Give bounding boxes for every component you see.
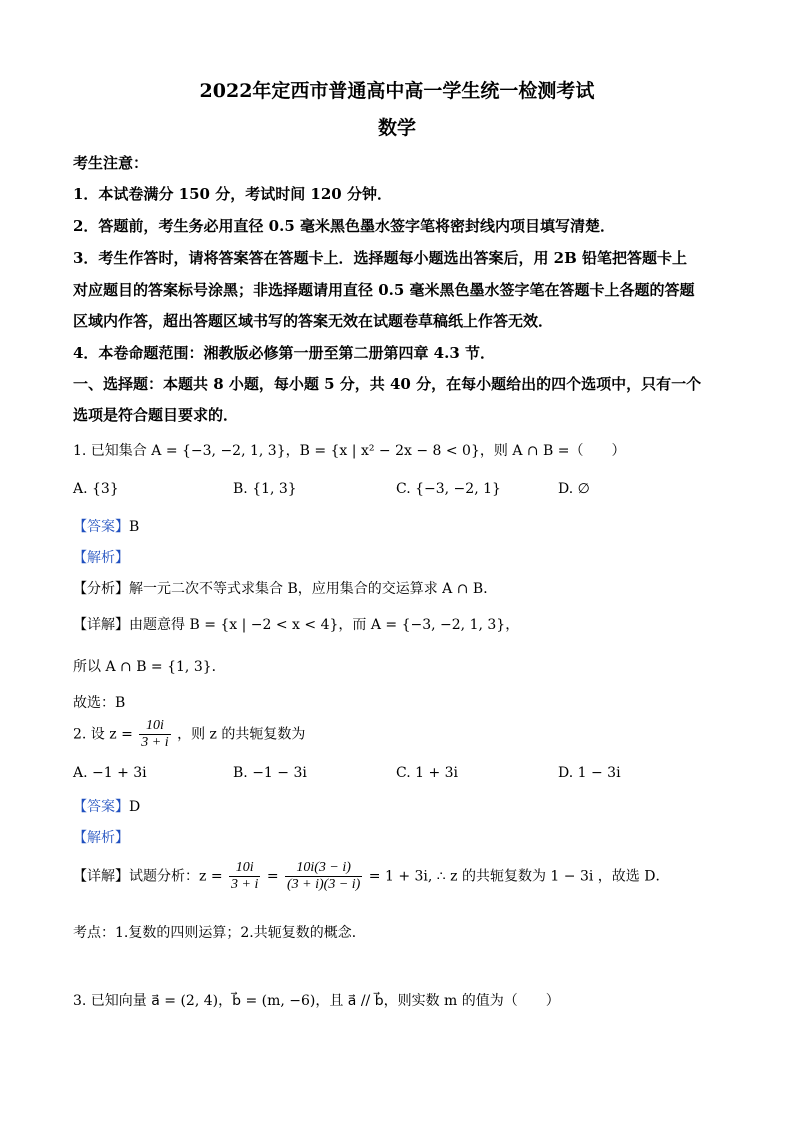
q2-fraction (139, 718, 170, 751)
q2-stem-pre: 2. 设 z = (73, 726, 133, 743)
fenxi-text: 解一元二次不等式求集合 B，应用集合的交运算求 A ∩ B． (129, 581, 498, 597)
answer-tag: 【答案】 (73, 799, 129, 815)
q2-option-b: B. −1 − 3i (233, 765, 307, 781)
fenxi-tag: 【分析】 (73, 581, 129, 597)
q2-option-c: C. 1 + 3i (396, 765, 459, 781)
frac-den: (3 + i)(3 − i) (287, 877, 361, 892)
answer-tag: 【答案】 (73, 519, 129, 535)
frac-num: 10i (229, 860, 260, 877)
detail-post: = 1 + 3i, ∴ z 的共轭复数为 1 − 3i ，故选 D． (368, 868, 670, 885)
q2-detail: 【详解】试题分析：z = $\frac{10i}{3 + i}$ = $\frac{10i(3 - i)}{(3 + i)(3 - i)}$ = 1 + 3i, ∴ z 的共轭复数为 1 − 3i ，故选 D． (73, 860, 670, 892)
notice-item: 3．考生作答时，请将答案答在答题卡上．选择题每小题选出答案后，用 2B 铅笔把答题卡上 (73, 249, 688, 267)
notice-heading: 考生注意： (73, 154, 149, 172)
frac-num: 10i(3 − i) (285, 860, 362, 877)
q2-option-d: D. 1 − 3i (558, 765, 621, 781)
subject-title: 数学 (377, 117, 416, 139)
q1-detail-2: 所以 A ∩ B = {1, 3}． (73, 659, 226, 675)
detail-text: 由题意得 B = {x | −2 < x < 4}，而 A = {−3, −2, 1, 3}， (129, 617, 520, 633)
detail-pre: 试题分析：z = (129, 868, 223, 885)
notice-item: 区域内作答，超出答题区域书写的答案无效在试题卷草稿纸上作答无效． (73, 312, 554, 330)
q1-option-d: D. ∅ (558, 481, 590, 497)
detail-tag: 【详解】 (73, 617, 129, 633)
q2-stem-post: ，则 z 的共轭复数为 (177, 726, 306, 743)
section-heading-cont: 选项是符合题目要求的． (73, 406, 239, 424)
q1-option-c: C. {−3, −2, 1} (396, 481, 501, 497)
q2-frac-den: 3 + i (141, 735, 169, 750)
q2-analysis-tag: 【解析】 (73, 830, 129, 846)
q1-detail (73, 614, 519, 634)
notice-item: 4．本卷命题范围：湘教版必修第一册至第二册第四章 4.3 节． (73, 344, 495, 362)
q1-option-b: B. {1, 3} (233, 481, 297, 497)
question-1-stem: 1. 已知集合 A = {−3, −2, 1, 3}，B = {x | x² − 2x − 8 < 0}，则 A ∩ B =（ ） (73, 443, 626, 459)
q2-detail-frac-2 (285, 860, 362, 893)
q1-analysis-tag: 【解析】 (73, 550, 129, 566)
q2-answer (73, 796, 140, 816)
q2-kaodian: 考点：1.复数的四则运算；2.共轭复数的概念． (73, 925, 366, 941)
answer-value: B (129, 519, 140, 535)
notice-item: 2．答题前，考生务必用直径 0.5 毫米黑色墨水签字笔将密封线内项目填写清楚． (73, 217, 615, 235)
q1-answer (73, 516, 139, 536)
detail-tag: 【详解】 (73, 868, 129, 885)
exam-title: 2022年定西市普通高中高一学生统一检测考试 (199, 80, 595, 102)
section-heading: 一、选择题：本题共 8 小题，每小题 5 分，共 40 分，在每小题给出的四个选项中，只有一个 (73, 375, 702, 393)
q2-detail-frac-1 (229, 860, 260, 893)
q2-option-a: A. −1 + 3i (73, 765, 147, 781)
answer-value: D (129, 799, 141, 815)
q1-option-a: A. {3} (73, 481, 119, 497)
q1-fenxi (73, 578, 497, 598)
notice-item: 1．本试卷满分 150 分，考试时间 120 分钟． (73, 185, 392, 203)
question-2-stem (73, 718, 305, 751)
frac-den: 3 + i (231, 877, 259, 892)
q1-choose: 故选：B (73, 695, 126, 711)
q2-frac-num: 10i (139, 718, 170, 735)
question-3-stem: 3. 已知向量 a⃗ = (2, 4)，b⃗ = (m, −6)，且 a⃗ // b⃗，则实数 m 的值为（ ） (73, 993, 560, 1009)
notice-item: 对应题目的答案标号涂黑；非选择题请用直径 0.5 毫米黑色墨水签字笔在答题卡上各题的答题 (73, 281, 695, 299)
